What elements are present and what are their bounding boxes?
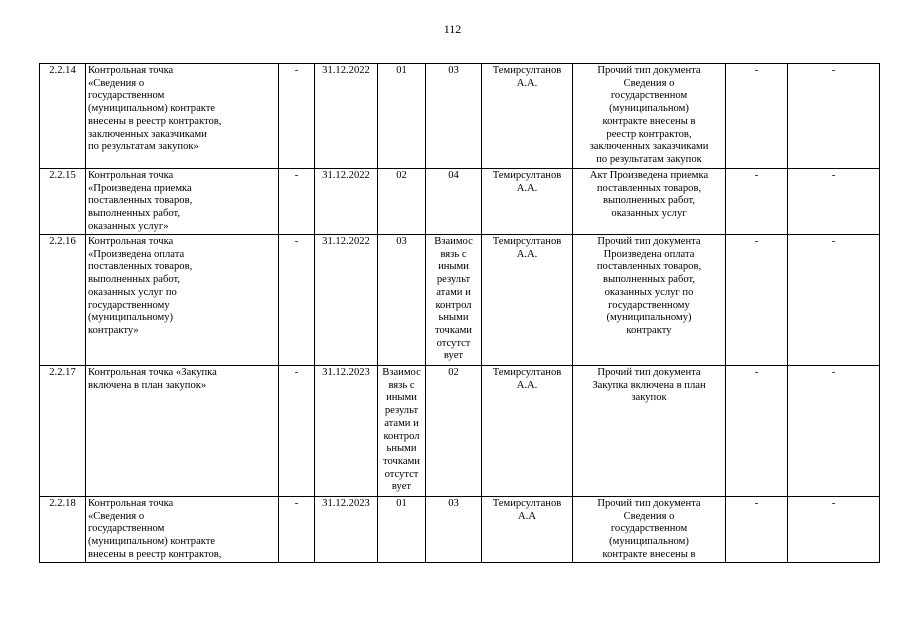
control-point-name-cell (86, 235, 279, 366)
responsible-person-cell (482, 497, 573, 563)
cell-text-line: заключенных заказчиками (88, 128, 207, 140)
cell-text-line: контрол (435, 299, 472, 311)
cell-text-line: оказанных услуг по (88, 286, 177, 298)
cell-text-line: государственном (610, 523, 688, 535)
row-number-cell: 2.2.16 (40, 235, 86, 366)
end-date-cell: 31.12.2022 (315, 235, 378, 366)
end-date-cell: 31.12.2023 (315, 497, 378, 563)
cell-text-line: Темирсултанов (492, 236, 562, 247)
predecessor-cell (378, 169, 426, 235)
control-point-name-cell (86, 497, 279, 563)
responsible-person-cell (482, 169, 573, 235)
cell-text-line: государственном (610, 90, 688, 102)
cell-text-line: Закупка включена в план (592, 379, 706, 391)
note-cell: - (788, 366, 880, 497)
cell-text-line: «Произведена оплата (88, 248, 185, 260)
end-date-cell: 31.12.2022 (315, 64, 378, 169)
info-system-cell: - (726, 169, 788, 235)
start-date-cell: - (279, 497, 315, 563)
predecessor-cell (378, 497, 426, 563)
table-row (40, 366, 880, 497)
cell-text-line: поставленных товаров, (596, 182, 702, 194)
cell-text-line: (муниципальном) (609, 536, 689, 548)
cell-text-line: по результатам закупок (596, 153, 702, 165)
cell-text-line: выполненных работ, (88, 274, 181, 286)
cell-text-line: Темирсултанов (492, 498, 562, 509)
cell-text-line: поставленных товаров, (596, 261, 702, 273)
cell-text-line: вязь с (388, 379, 415, 391)
cell-text-line: 03 (396, 236, 407, 247)
cell-text-line: оказанных услуг по (604, 286, 694, 298)
cell-text-line: Сведения о (623, 510, 675, 522)
cell-text-line: контракту (626, 324, 672, 336)
cell-text-line: 01 (396, 498, 407, 509)
cell-text-line: выполненных работ, (602, 195, 696, 207)
cell-text-line: Прочий тип документа (597, 367, 701, 378)
successor-cell (426, 497, 482, 563)
table-row (40, 64, 880, 169)
row-number-cell: 2.2.17 (40, 366, 86, 497)
cell-text-line: Контрольная точка (88, 236, 174, 247)
cell-text-line: внесены в реестр контрактов, (88, 115, 222, 127)
cell-text-line: результ (436, 274, 471, 286)
table-row (40, 235, 880, 366)
table-row (40, 169, 880, 235)
cell-text-line: отсутст (436, 337, 471, 349)
cell-text-line: поставленных товаров, (88, 261, 193, 273)
table-row (40, 497, 880, 563)
note-cell: - (788, 235, 880, 366)
cell-text-line: вязь с (440, 248, 467, 260)
cell-text-line: Контрольная точка (88, 498, 174, 509)
cell-text-line: Контрольная точка (88, 170, 174, 181)
cell-text-line: Взаимос (382, 367, 421, 378)
end-date-cell: 31.12.2023 (315, 366, 378, 497)
cell-text-line: А.А. (516, 379, 538, 391)
cell-text-line: Прочий тип документа (597, 236, 701, 247)
cell-text-line: контракте внесены в (602, 548, 696, 560)
document-type-cell (573, 366, 726, 497)
info-system-cell: - (726, 366, 788, 497)
responsible-person-cell (482, 235, 573, 366)
cell-text-line: Сведения о (623, 77, 675, 89)
start-date-cell: - (279, 235, 315, 366)
cell-text-line: 04 (448, 170, 459, 181)
cell-text-line: Акт Произведена приемка (589, 170, 709, 181)
predecessor-cell (378, 366, 426, 497)
cell-text-line: выполненных работ, (602, 274, 696, 286)
cell-text-line: А.А (518, 510, 536, 522)
start-date-cell: - (279, 366, 315, 497)
control-point-name-cell (86, 169, 279, 235)
cell-text-line: контракте внесены в (602, 115, 696, 127)
predecessor-cell (378, 64, 426, 169)
cell-text-line: Прочий тип документа (597, 498, 701, 509)
predecessor-cell (378, 235, 426, 366)
cell-text-line: Прочий тип документа (597, 65, 701, 76)
cell-text-line: Произведена оплата (603, 248, 695, 260)
cell-text-line: точками (435, 324, 472, 336)
cell-text-line: Темирсултанов (492, 170, 562, 181)
info-system-cell: - (726, 235, 788, 366)
cell-text-line: точками (383, 455, 420, 467)
end-date-cell: 31.12.2022 (315, 169, 378, 235)
start-date-cell: - (279, 64, 315, 169)
cell-text-line: государственному (88, 299, 170, 311)
cell-text-line: А.А. (516, 248, 538, 260)
cell-text-line: внесены в реестр контрактов, (88, 548, 222, 560)
note-cell: - (788, 497, 880, 563)
note-cell: - (788, 64, 880, 169)
document-type-cell (573, 235, 726, 366)
responsible-person-cell (482, 366, 573, 497)
document-type-cell (573, 64, 726, 169)
cell-text-line: результ (384, 405, 419, 417)
cell-text-line: А.А. (516, 182, 538, 194)
successor-cell (426, 169, 482, 235)
cell-text-line: контракту» (88, 324, 139, 336)
cell-text-line: А.А. (516, 77, 538, 89)
control-point-name-cell (86, 366, 279, 497)
cell-text-line: заключенных заказчиками (589, 141, 709, 153)
cell-text-line: атами и (384, 417, 419, 429)
cell-text-line: (муниципальном) контракте (88, 103, 216, 115)
responsible-person-cell (482, 64, 573, 169)
cell-text-line: оказанных услуг» (88, 220, 169, 232)
cell-text-line: «Произведена приемка (88, 182, 192, 194)
cell-text-line: государственному (608, 299, 690, 311)
cell-text-line: государственном (88, 523, 165, 535)
cell-text-line: «Сведения о (88, 77, 145, 89)
cell-text-line: иными (386, 392, 417, 404)
start-date-cell: - (279, 169, 315, 235)
cell-text-line: включена в план закупок» (88, 379, 207, 391)
cell-text-line: ьными (438, 312, 469, 324)
info-system-cell: - (726, 64, 788, 169)
cell-text-line: Контрольная точка (88, 65, 174, 76)
successor-cell (426, 366, 482, 497)
note-cell: - (788, 169, 880, 235)
cell-text-line: 03 (448, 65, 459, 76)
cell-text-line: государственном (88, 90, 165, 102)
cell-text-line: Темирсултанов (492, 367, 562, 378)
cell-text-line: ьными (386, 443, 417, 455)
cell-text-line: (муниципальному) (88, 312, 174, 324)
cell-text-line: Контрольная точка «Закупка (88, 367, 217, 378)
cell-text-line: закупок (631, 392, 667, 404)
cell-text-line: «Сведения о (88, 510, 145, 522)
info-system-cell: - (726, 497, 788, 563)
row-number-cell: 2.2.15 (40, 169, 86, 235)
document-type-cell (573, 497, 726, 563)
cell-text-line: 02 (396, 170, 407, 181)
cell-text-line: (муниципальном) контракте (88, 536, 216, 548)
cell-text-line: оказанных услуг (611, 208, 687, 220)
successor-cell (426, 235, 482, 366)
cell-text-line: вует (443, 350, 464, 362)
control-point-name-cell (86, 64, 279, 169)
cell-text-line: 01 (396, 65, 407, 76)
cell-text-line: атами и (436, 286, 471, 298)
control-points-table (39, 63, 880, 563)
document-type-cell (573, 169, 726, 235)
cell-text-line: (муниципальном) (609, 103, 689, 115)
cell-text-line: 03 (448, 498, 459, 509)
cell-text-line: реестр контрактов, (606, 128, 692, 140)
cell-text-line: поставленных товаров, (88, 195, 193, 207)
cell-text-line: по результатам закупок» (88, 141, 199, 153)
cell-text-line: иными (438, 261, 469, 273)
cell-text-line: контрол (383, 430, 420, 442)
page-number: 112 (443, 22, 462, 36)
cell-text-line: Взаимос (434, 236, 473, 247)
cell-text-line: Темирсултанов (492, 65, 562, 76)
cell-text-line: отсутст (384, 468, 419, 480)
cell-text-line: 02 (448, 367, 459, 378)
row-number-cell: 2.2.14 (40, 64, 86, 169)
row-number-cell: 2.2.18 (40, 497, 86, 563)
cell-text-line: вует (391, 481, 412, 493)
successor-cell (426, 64, 482, 169)
cell-text-line: (муниципальному) (606, 312, 692, 324)
cell-text-line: выполненных работ, (88, 208, 181, 220)
